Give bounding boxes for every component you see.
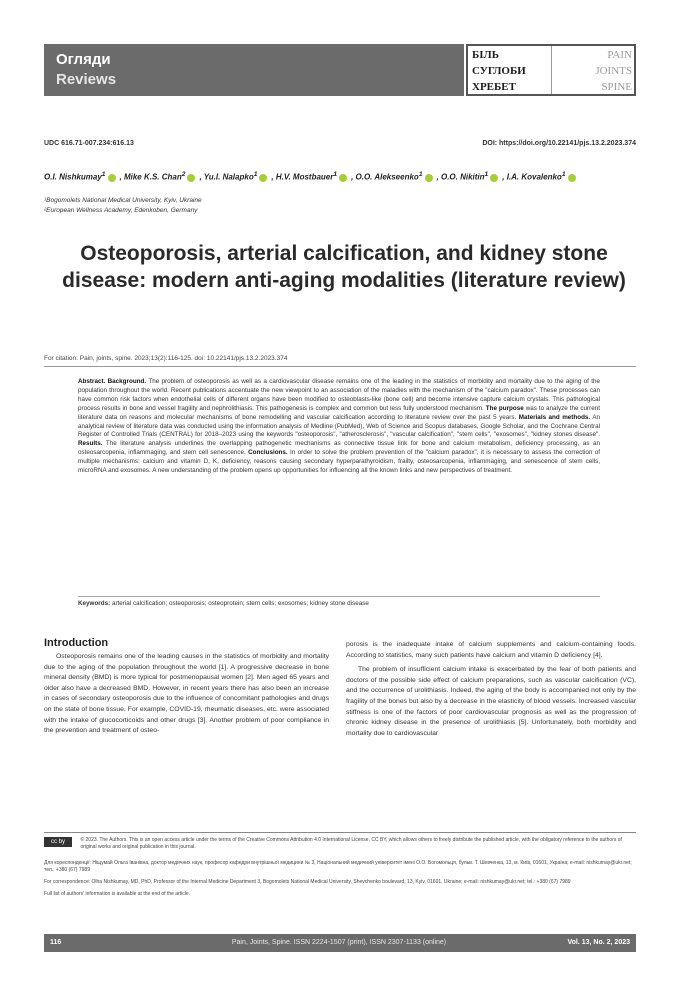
author-separator: , (351, 172, 356, 182)
journal-logo-en (552, 46, 636, 94)
page-number: 116 (50, 939, 62, 946)
license-text: © 2023. The Authors. This is an open access article under the terms of the Creative Commons Attribution 4.0 International License, CC BY, which allows others to freely distribute the published article, with the obligatory reference to the authors of original works and original publication in this journal. (80, 837, 622, 850)
author-separator: , (502, 172, 507, 182)
author-name: I.A. Kovalenko (506, 172, 562, 182)
page-footer-band (44, 934, 636, 952)
journal-issn-line: Pain, Joints, Spine. ISSN 2224-1507 (print), ISSN 2307-1133 (online) (231, 939, 447, 946)
author-separator: , (119, 172, 124, 182)
section-label-en: Reviews (56, 71, 117, 88)
author-name: O.O. Alekseenko (355, 172, 419, 182)
keywords (78, 596, 600, 607)
abstract-results-label: Results. (78, 440, 103, 448)
author-affiliation-mark: 2 (181, 171, 186, 178)
orcid-icon[interactable] (187, 174, 195, 182)
affiliation-item: ¹Bogomolets National Medical University, Kyiv, Ukraine (44, 197, 202, 204)
author-list (44, 168, 636, 185)
author-name: Mike K.S. Chan (123, 172, 182, 182)
logo-word: PAIN (607, 49, 632, 61)
body-paragraph: porosis is the inadequate intake of calcium supplements and calcium-containing foods. According to statistics, many such patients have calcium and vitamin D deficiency [4]. (346, 641, 636, 659)
author-affiliation-mark: 1 (253, 171, 258, 178)
author-affiliation-mark: 1 (333, 171, 338, 178)
author-affiliation-mark: 1 (418, 171, 423, 178)
body-paragraph: The problem of insufficient calcium intake is exacerbated by the fear of both patients and doctors of the possible side effect of calcium preparations, such as vascular calcification (VC), and the occurrence of urolithiasis. Indeed, the aging of the body is accompanied not only by the fragility of the bones but also by a decrease in the elasticity of blood vessels. Increased vascular stiffness is one of the factors of poor cardiovascular prognosis as well as the progression of chronic kidney disease in the presence of urolithiasis [5]. Unfortunately, both morbidity and mortality due to cardiovascular (346, 666, 636, 737)
journal-logo-ua (468, 46, 552, 94)
article-meta (44, 140, 636, 154)
author-affiliation-mark: 1 (101, 171, 106, 178)
author-name: O.O. Nikitin (440, 172, 485, 182)
author-name: H.V. Mostbauer (275, 172, 334, 182)
introduction-paragraph: Osteoporosis remains one of the leading causes in the statistics of morbidity and mortality due to the aging of the population throughout the world [1]. A progressive decrease in bone mineral density (BMD) is more typical for postmenopausal women [2]. Men aged 65 years and older also have a decreased BMD. However, in recent years there has also been an increase in cases of secondary osteoporosis due to the influence of concomitant pathologies and drugs on the state of bone tissue. For example, COVID-19, rheumatic diseases, etc. were associated with the intake of glucocorticoids and other drugs [3]. Another problem of poor compliance in the prevention and treatment of osteo- (44, 653, 329, 735)
logo-word: СУГЛОБИ (472, 65, 526, 77)
orcid-icon[interactable] (425, 174, 433, 182)
correspondence-en: For correspondence: Olha Nishkumay, MD, PhD, Professor of the Internal Medicine Department 3, Bogomolets National Medical University, Shevchenko boulevard, 13, Kyiv, 01601, Ukraine; e-mail: nishkumay@ukr.net; tel.: +380 (67) 7989 (44, 879, 571, 885)
introduction-heading: Introduction (44, 637, 109, 649)
abstract-conclusions-label: Conclusions. (248, 449, 288, 457)
logo-word: JOINTS (595, 65, 632, 77)
orcid-icon[interactable] (339, 174, 347, 182)
author-name: O.I. Nishkumay (44, 172, 102, 182)
section-header-band (44, 44, 464, 96)
body-column-left (44, 636, 329, 737)
abstract-background-text: The problem of osteoporosis as well as a cardiovascular disease remains one of the leading in the statistics of morbidity and mortality due to the aging of the population throughout the world. Recent publications accentuate the new viewpoint to an association of the maladies with the mechanism of the "calcium paradox". These processes can have common risk factors when endothelial cells of different organs have been modified to osteoblasts-like (bone cell) and become intensive capture calcium crystals. This pathological process results in bone and vessel fragility and nephrolithiasis. This pathogenesis is complex and common but less fully understood mechanism. (78, 378, 601, 412)
author-affiliation-mark: 1 (484, 171, 489, 178)
logo-word: БІЛЬ (472, 49, 500, 61)
footer-notes (44, 832, 636, 898)
affiliation-item: ²European Wellness Academy, Edenkoben, Germany (44, 207, 198, 214)
affiliations (44, 196, 636, 216)
article-title: Osteoporosis, arterial calcification, and kidney stone disease: modern anti-aging modalities (literature review) (62, 242, 626, 292)
orcid-icon[interactable] (108, 174, 116, 182)
section-label-ua: Огляди (56, 51, 111, 68)
volume-issue: Vol. 13, No. 2, 2023 (567, 939, 630, 946)
abstract-methods-label: Materials and methods. (518, 413, 591, 421)
author-separator: , (271, 172, 276, 182)
journal-logo (466, 44, 636, 96)
orcid-icon[interactable] (259, 174, 267, 182)
citation-line: For citation: Pain, joints, spine. 2023;13(2):116-125. doi: 10.22141/pjs.13.2.2023.374 (44, 355, 636, 367)
correspondence-ua: Для кореспонденції: Ніщумай Ольга Іванівна, доктор медичних наук, професор кафедри внутрішньої медицини № 3, Національний медичний університет імені О.О. Богомольця, бульв. Т. Шевченка, 13, м. Київ, 01601, Україна; e-mail: nishkumay@ukr.net; тел.: +380 (67) 7989 (44, 860, 632, 873)
author-separator: , (199, 172, 204, 182)
cc-license-badge: cc by (44, 837, 72, 847)
udc-code: UDC 616.71-007.234:616.13 (44, 140, 134, 147)
keywords-text: arterial calcification; osteoporosis; osteoprotein; stem cells; exosomes; kidney stone disease (111, 600, 369, 607)
logo-word: ХРЕБЕТ (472, 81, 516, 93)
abstract-background-label: Abstract. Background. (78, 378, 147, 385)
body-column-right (346, 636, 636, 739)
abstract (78, 378, 600, 476)
author-affiliation-mark: 1 (561, 171, 566, 178)
abstract-purpose-text: was to analyze the current literature data on reasons and molecular mechanisms of bone remodelling and vascular calcification according to literature review over the past 5 years. (78, 404, 600, 421)
abstract-conclusions-text: In order to solve the problem prevention of the "calcium paradox", it is necessary to assess the correction of multiple mechanisms: calcium and vitamin D, K, deficiency, reasons causing secondary hyperparathyroidism, frailty, osteosarcopenia, inflammaging, and senescence of stem cells, microRNA and exosomes. A new understanding of the problem opens up opportunities for influencing all the known links and new perspectives of treatment. (78, 449, 601, 475)
orcid-icon[interactable] (490, 174, 498, 182)
author-name: Yu.I. Nalapko (203, 172, 254, 182)
authors-info-note: Full list of authors' information is available at the end of the article. (44, 891, 191, 897)
keywords-label: Keywords: (78, 600, 111, 607)
abstract-methods-text: An analytical review of literature data was conducted using the information analysis of Medline (PubMed), Web of Science and Scopus databases, Google Scholar, and the Cochrane Central Register of Controlled Trials (CENTRAL) for 2018–2023 using the keywords "osteoporosis", "atherosclerosis", "vascular calcification", "stem cells", "exosomes", "kidney stones disease". (78, 413, 601, 439)
abstract-purpose-label: The purpose (485, 404, 524, 412)
author-separator: , (436, 172, 441, 182)
logo-word: SPINE (601, 81, 632, 93)
doi-link[interactable]: DOI: https://doi.org/10.22141/pjs.13.2.2023.374 (482, 140, 636, 147)
abstract-results-text: The literature analysis underlines the overlapping pathogenetic mechanisms as connective tissue link for bone and calcium metabolism, deficiency processing, as an osteosarcopenia, inflammaging, and stem cell senescence. (78, 440, 600, 457)
orcid-icon[interactable] (568, 174, 576, 182)
